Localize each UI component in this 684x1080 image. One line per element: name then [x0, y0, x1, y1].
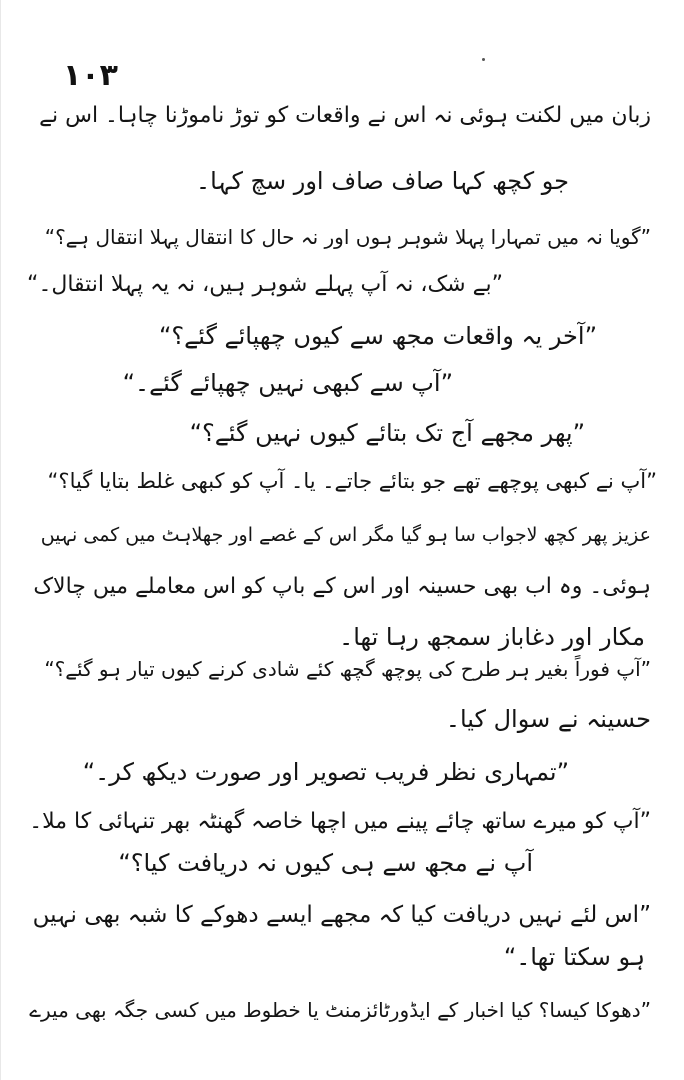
text-line: ”آخر یہ واقعات مجھ سے کیوں چھپائے گئے؟“: [158, 322, 597, 350]
text-line: ”پھر مجھے آج تک بتائے کیوں نہیں گئے؟“: [189, 419, 585, 447]
text-line: عزیز پھر کچھ لاجواب سا ہو گیا مگر اس کے غصے اور جھلاہٹ میں کمی نہیں: [40, 524, 651, 546]
text-line: ”آپ نے کبھی پوچھے تھے جو بتائے جاتے۔ یا۔ آپ کو کبھی غلط بتایا گیا؟“: [47, 469, 657, 493]
text-line: ہو سکتا تھا۔“: [503, 943, 645, 971]
text-line: ”دھوکا کیسا؟ کیا اخبار کے ایڈورٹائزمنٹ یا خطوط میں کسی جگہ بھی میرے: [29, 998, 651, 1022]
text-line: مکار اور دغاباز سمجھ رہا تھا۔: [339, 623, 645, 651]
text-line: ”اس لئے نہیں دریافت کیا کہ مجھے ایسے دھوکے کا شبہ بھی نہیں: [32, 902, 651, 928]
text-line: ”آپ کو میرے ساتھ چائے پینے میں اچھا خاصہ گھنٹہ بھر تنہائی کا ملا۔: [29, 809, 651, 834]
text-line: زبان میں لکنت ہوئی نہ اس نے واقعات کو توڑ ناموڑنا چاہا۔ اس نے: [39, 103, 651, 128]
text-line: ہوئی۔ وہ اب بھی حسینہ اور اس کے باپ کو اس معاملے میں چالاک: [33, 574, 651, 599]
text-line: جو کچھ کہا صاف صاف اور سچ کہا۔: [196, 167, 569, 195]
text-line: ”تمہاری نظر فریب تصویر اور صورت دیکھ کر۔“: [82, 758, 569, 786]
text-line: ”بے شک، نہ آپ پہلے شوہر ہیں، نہ یہ پہلا انتقال۔“: [27, 272, 503, 297]
text-line: حسینہ نے سوال کیا۔: [445, 705, 651, 733]
text-line: ”گویا نہ میں تمہارا پہلا شوہر ہوں اور نہ حال کا انتقال پہلا انتقال ہے؟“: [44, 225, 651, 249]
page-text: [1, 0, 684, 1080]
text-line: ”آپ فوراً بغیر ہر طرح کی پوچھ گچھ کئے شادی کرنے کیوں تیار ہو گئے؟“: [44, 657, 651, 681]
text-line: آپ نے مجھ سے ہی کیوں نہ دریافت کیا؟“: [118, 849, 533, 877]
text-line: ”آپ سے کبھی نہیں چھپائے گئے۔“: [122, 369, 453, 397]
page-number: ۱۰۳: [63, 58, 118, 93]
